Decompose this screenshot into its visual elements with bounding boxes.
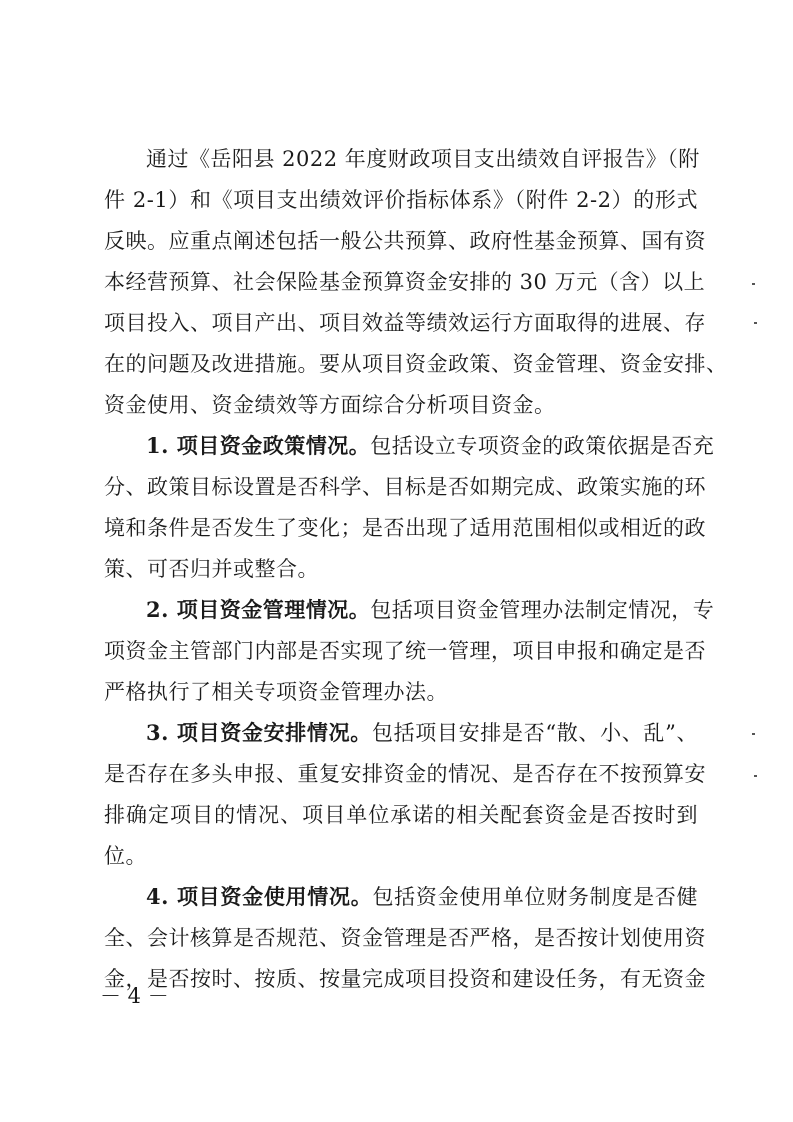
body-text: 包括资金使用单位财务制度是否健 — [372, 885, 699, 909]
body-line: 严格执行了相关专项资金管理办法。 — [104, 680, 448, 704]
body-line: 本经营预算、社会保险基金预算资金安排的 30 万元（含）以上 — [104, 270, 706, 294]
body-line: 是否存在多头申报、重复安排资金的情况、是否存在不按预算安 — [104, 762, 706, 786]
section-heading-3: 3. 项目资金安排情况。 — [146, 720, 372, 745]
section-heading-4: 4. 项目资金使用情况。 — [146, 884, 373, 909]
body-line: 分、政策目标设置是否科学、目标是否如期完成、政策实施的环 — [104, 475, 706, 499]
body-text: 包括项目资金管理办法制定情况，专 — [370, 598, 715, 622]
body-line: 在的问题及改进措施。要从项目资金政策、资金管理、资金安排、 — [104, 352, 728, 376]
scan-mark — [752, 733, 755, 735]
body-line: 排确定项目的情况、项目单位承诺的相关配套资金是否按时到 — [104, 803, 698, 827]
body-line: 项资金主管部门内部是否实现了统一管理，项目申报和确定是否 — [104, 639, 706, 663]
section-heading-1: 1. 项目资金政策情况。 — [146, 433, 371, 458]
scan-mark — [752, 283, 755, 285]
body-line: 境和条件是否发生了变化；是否出现了适用范围相似或相近的政 — [104, 516, 706, 540]
scan-mark — [754, 775, 757, 777]
body-line: 项目投入、项目产出、项目效益等绩效运行方面取得的进展、存 — [104, 311, 706, 335]
body-line: 位。 — [104, 844, 147, 868]
body-line: 反映。应重点阐述包括一般公共预算、政府性基金预算、国有资 — [104, 229, 706, 253]
page-number: － 4 － — [100, 984, 169, 1008]
body-line — [146, 876, 698, 918]
body-line: 件 2-1）和《项目支出绩效评价指标体系》（附件 2-2）的形式 — [104, 188, 698, 212]
body-line: 金，是否按时、按质、按量完成项目投资和建设任务，有无资金 — [104, 967, 706, 991]
body-line: 资金使用、资金绩效等方面综合分析项目资金。 — [104, 393, 556, 417]
scan-mark — [754, 322, 757, 324]
body-line: 策、可否归并或整合。 — [104, 557, 319, 581]
body-line — [146, 712, 698, 754]
body-text: 包括设立专项资金的政策依据是否充 — [370, 434, 715, 458]
section-heading-2: 2. 项目资金管理情况。 — [146, 597, 371, 622]
body-line — [146, 425, 715, 467]
body-line — [146, 589, 715, 631]
body-line: 全、会计核算是否规范、资金管理是否严格，是否按计划使用资 — [104, 926, 706, 950]
body-line: 通过《岳阳县 2022 年度财政项目支出绩效自评报告》（附 — [146, 147, 700, 171]
body-text: 包括项目安排是否“散、小、乱”、 — [371, 721, 698, 745]
